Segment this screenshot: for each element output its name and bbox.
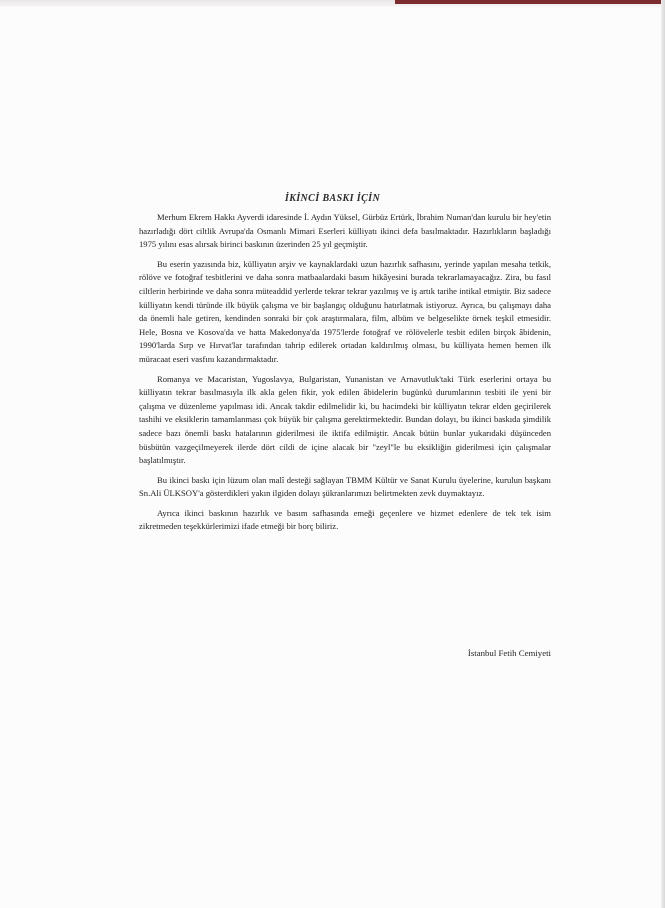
paragraph: Bu eserin yazısında biz, külliyatın arşiv ve kaynaklardaki uzun hazırlık safhasını, yerinde yapılan mesaha tetkik, rölöve ve fotoğraf tesbitlerini ve daha sonra matbaalardaki basım hikâyesini burada tekrarlamayacağız. Zira, bu fasıl ciltlerin herbirinde ve daha sonra müteaddid yerlerde tekrar tekrar yazılmış ve iş artık tarihe intikal etmiştir. Biz sadece külliyatın kendi türünde ilk büyük çalışma ve bir başlangıç olduğunu hatırlatmak istiyoruz. Ayrıca, bu çalışmayı daha da önemli hale getiren, kendinden sonraki bir çok araştırmalara, film, albüm ve belgeselikte örnek teşkil etmesidir. Hele, Bosna ve Kosova'da ve hatta Makedonya'da 1975'lerde fotoğraf ve rölövelerle tesbit edilen birçok âbidenin, 1990'larda Sırp ve Hırvat'lar tarafından tahrip edilerek ortadan kaldırılmış olması, bu külliyata hemen hemen ilk müracaat eseri vasfını kazandırmaktadır. (139, 258, 551, 364)
signature: İstanbul Fetih Cemiyeti (467, 648, 551, 658)
cover-spine-accent (395, 0, 665, 4)
paragraph: Bu ikinci baskı için lüzum olan malî desteği sağlayan TBMM Kültür ve Sanat Kurulu üyelerine, kurulun başkanı Sn.Ali ÜLKSOY'a gösterdikleri yakın ilgiden dolayı şükranlarımızı belirtmekten zevk duymaktayız. (139, 474, 551, 499)
paragraph: Merhum Ekrem Hakkı Ayverdi idaresinde İ. Aydın Yüksel, Gürbüz Ertürk, İbrahim Numan'dan kurulu bir hey'etin hazırladığı dört ciltlik Avrupa'da Osmanlı Mimari Eserleri külliyatı ikinci defa basılmaktadır. Hazırlıkların başladığı 1975 yılını esas alırsak birinci baskının üzerinden 25 yıl geçmiştir. (139, 212, 551, 250)
paragraph: Ayrıca ikinci baskının hazırlık ve basım safhasında emeği geçenlere ve hizmet edenlere de tek tek isim zikretmeden teşekkürlerimizi ifade etmeği bir borç biliriz. (139, 507, 551, 532)
body-text (139, 211, 551, 534)
section-heading: İKİNCİ BASKI İÇİN (284, 193, 381, 204)
page-right-shadow (661, 0, 665, 908)
paragraph: Romanya ve Macaristan, Yugoslavya, Bulgaristan, Yunanistan ve Arnavutluk'taki Türk eserlerini ortaya bu külliyatın tekrar basılmasıyla ilk akla gelen fikir, yok edilen âbidelerin bugünkü durumlarının tesbiti ile yeni bir çalışma ve düzenleme yapılması idi. Ancak takdir edilmelidir ki, bu hacimdeki bir külliyatın tekrar elden geçirilerek tashihi ve eksiklerin tamamlanması çok büyük bir çalışma gerektirmektedir. Bundan dolayı, bu ikinci baskıda şimdilik sadece bazı önemli baskı hatalarının giderilmesi ile iktifa edilmiştir. Ancak bütün bunlar yukarıdaki düşünceden büsbütün vazgeçilmeyerek ilerde dört cildi de içine alacak bir "zeyl"le bu eksikliğin giderilmesi için çalışmalar başlatılmıştır. (139, 373, 551, 466)
